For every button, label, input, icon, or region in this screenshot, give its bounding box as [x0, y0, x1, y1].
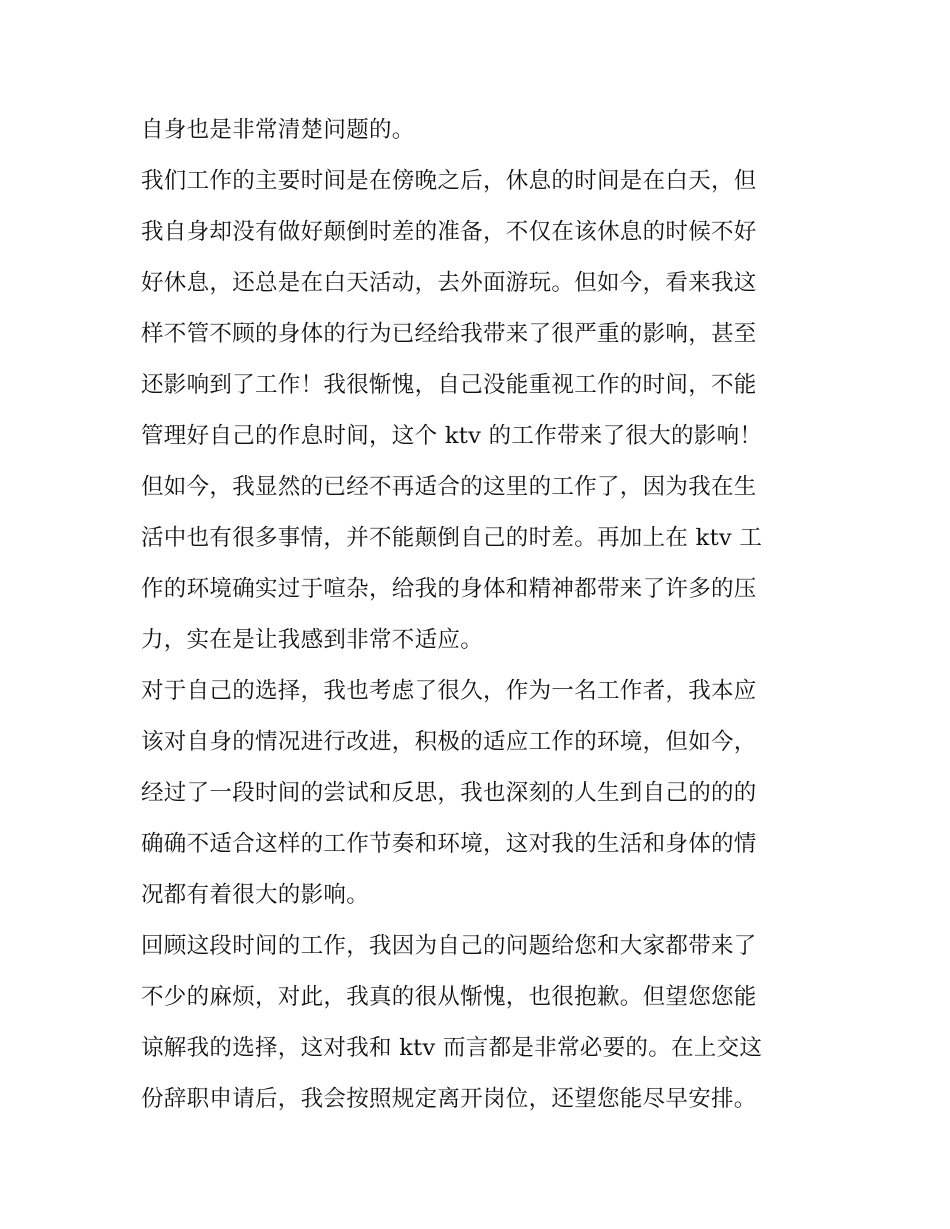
text-line: 我们工作的主要时间是在傍晚之后，休息的时间是在白天，但 — [141, 168, 757, 194]
text-line: 确确不适合这样的工作节奏和环境，这对我的生活和身体的情 — [141, 831, 757, 857]
text-line: 回顾这段时间的工作，我因为自己的问题给您和大家都带来了 — [141, 933, 757, 959]
text-line: 但如今，我显然的已经不再适合的这里的工作了，因为我在生 — [141, 474, 757, 500]
text-line: 样不管不顾的身体的行为已经给我带来了很严重的影响，甚至 — [141, 321, 757, 347]
text-line: 管理好自己的作息时间，这个 ktv 的工作带来了很大的影响！ — [141, 423, 763, 449]
text-line: 活中也有很多事情，并不能颠倒自己的时差。再加上在 ktv 工 — [141, 525, 763, 551]
text-line: 好休息，还总是在白天活动，去外面游玩。但如今，看来我这 — [141, 270, 757, 296]
text-line: 份辞职申请后，我会按照规定离开岗位，还望您能尽早安排。 — [141, 1086, 757, 1112]
text-line: 力，实在是让我感到非常不适应。 — [141, 627, 484, 653]
text-line: 况都有着很大的影响。 — [141, 882, 370, 908]
text-line: 该对自身的情况进行改进，积极的适应工作的环境，但如今， — [141, 729, 757, 755]
text-line: 我自身却没有做好颠倒时差的准备，不仅在该休息的时候不好 — [141, 219, 757, 245]
text-line: 对于自己的选择，我也考虑了很久，作为一名工作者，我本应 — [141, 678, 757, 704]
document-body — [141, 105, 821, 1125]
text-line: 还影响到了工作！我很惭愧，自己没能重视工作的时间，不能 — [141, 372, 757, 398]
text-line: 不少的麻烦，对此，我真的很从惭愧，也很抱歉。但望您您能 — [141, 984, 757, 1010]
text-line: 自身也是非常清楚问题的。 — [141, 117, 415, 143]
text-line: 谅解我的选择，这对我和 ktv 而言都是非常必要的。在上交这 — [141, 1035, 763, 1061]
text-line: 作的环境确实过于喧杂，给我的身体和精神都带来了许多的压 — [141, 576, 757, 602]
text-line: 经过了一段时间的尝试和反思，我也深刻的人生到自己的的的 — [141, 780, 757, 806]
